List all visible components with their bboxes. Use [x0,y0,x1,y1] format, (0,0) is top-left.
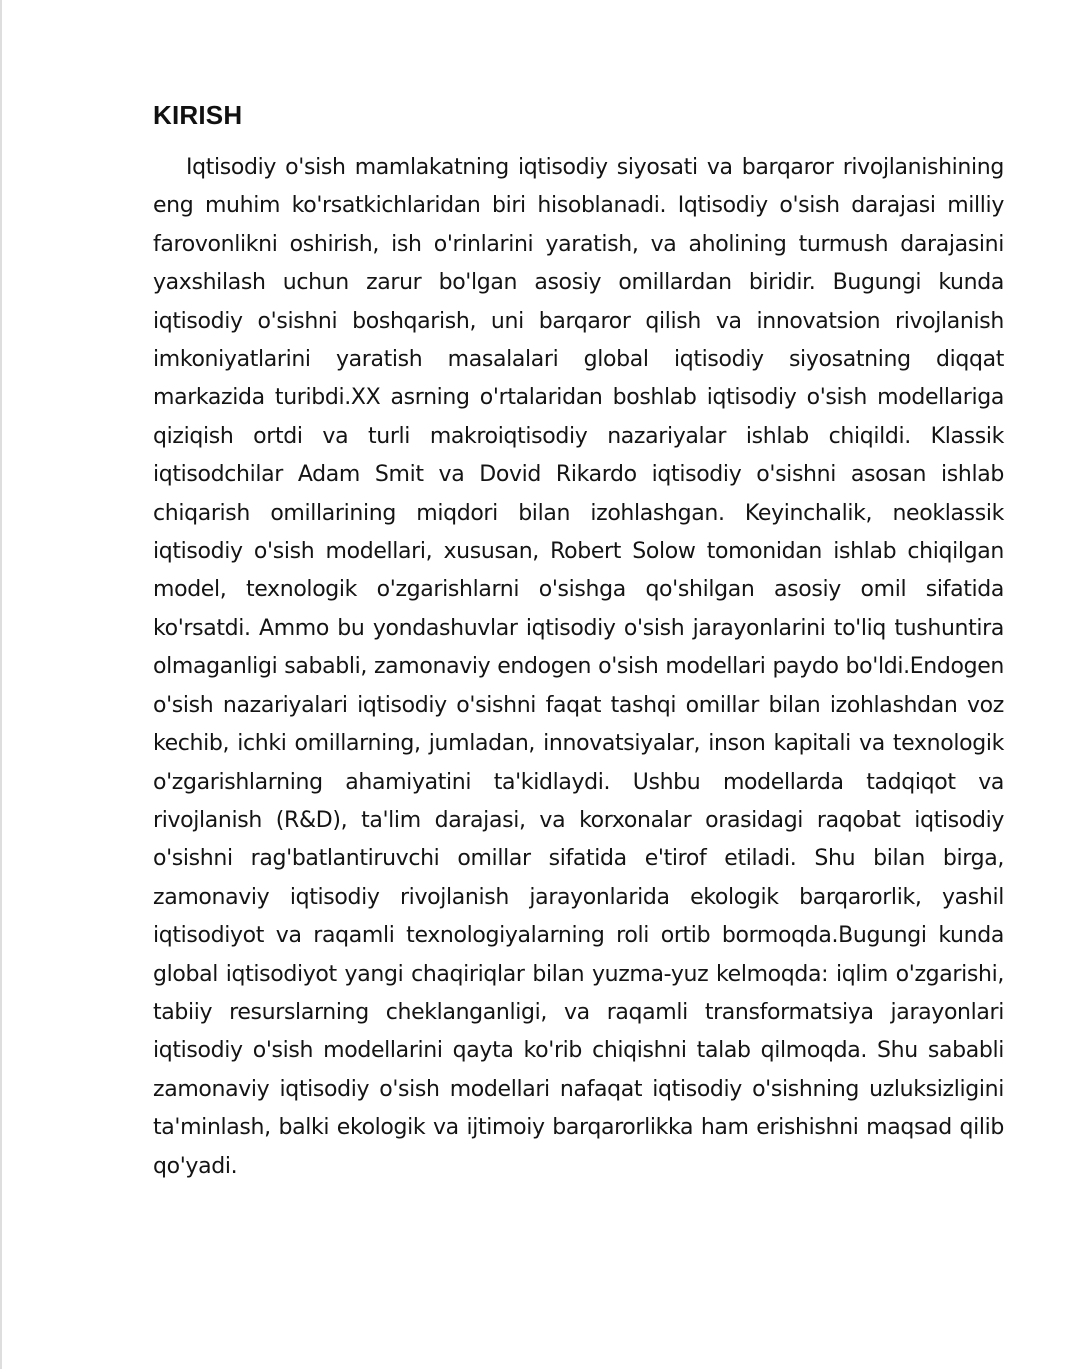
body-paragraph: Iqtisodiy o'sish mamlakatning iqtisodiy siyosati va barqaror rivojlanishining eng muhim ko'rsatkichlaridan biri hisoblanadi. Iqtisodiy o'sish darajasi milliy farovonlikni oshirish, ish o'rinlarini yaratish, va aholining turmush darajasini yaxshilash uchun zarur bo'lgan asosiy omillardan biridir. Bugungi kunda iqtisodiy o'sishni boshqarish, uni barqaror qilish va innovatsion rivojlanish imkoniyatlarini yaratish masalalari global iqtisodiy siyosatning diqqat markazida turibdi.XX asrning o'rtalaridan boshlab iqtisodiy o'sish modellariga qiziqish ortdi va turli makroiqtisodiy nazariyalar ishlab chiqildi. Klassik iqtisodchilar Adam Smit va Dovid Rikardo iqtisodiy o'sishni asosan ishlab chiqarish omillarining miqdori bilan izohlashgan. Keyinchalik, neoklassik iqtisodiy o'sish modellari, xususan, Robert Solow tomonidan ishlab chiqilgan model, texnologik o'zgarishlarni o'sishga qo'shilgan asosiy omil sifatida ko'rsatdi. Ammo bu yondashuvlar iqtisodiy o'sish jarayonlarini to'liq tushuntira olmaganligi sababli, zamonaviy endogen o'sish modellari paydo bo'ldi.Endogen o'sish nazariyalari iqtisodiy o'sishni faqat tashqi omillar bilan izohlashdan voz kechib, ichki omillarning, jumladan, innovatsiyalar, inson kapitali va texnologik o'zgarishlarning ahamiyatini ta'kidlaydi. Ushbu modellarda tadqiqot va rivojlanish (R&D), ta'lim darajasi, va korxonalar orasidagi raqobat iqtisodiy o'sishni rag'batlantiruvchi omillar sifatida e'tirof etiladi. Shu bilan birga, zamonaviy iqtisodiy rivojlanish jarayonlarida ekologik barqarorlik, yashil iqtisodiyot va raqamli texnologiyalarning roli ortib bormoqda.Bugungi kunda global iqtisodiyot yangi chaqiriqlar bilan yuzma-yuz kelmoqda: iqlim o'zgarishi, tabiiy resurslarning cheklanganligi, va raqamli transformatsiya jarayonlari iqtisodiy o'sish modellarini qayta ko'rib chiqishni talab qilmoqda. Shu sababli zamonaviy iqtisodiy o'sish modellari nafaqat iqtisodiy o'sishning uzluksizligini ta'minlash, balki ekologik va ijtimoiy barqarorlikka ham erishishni maqsad qilib qo'yadi. [153,155,1004,1179]
page-left-edge [0,0,2,1369]
document-content [153,100,1004,1186]
section-heading: KIRISH [153,100,243,130]
